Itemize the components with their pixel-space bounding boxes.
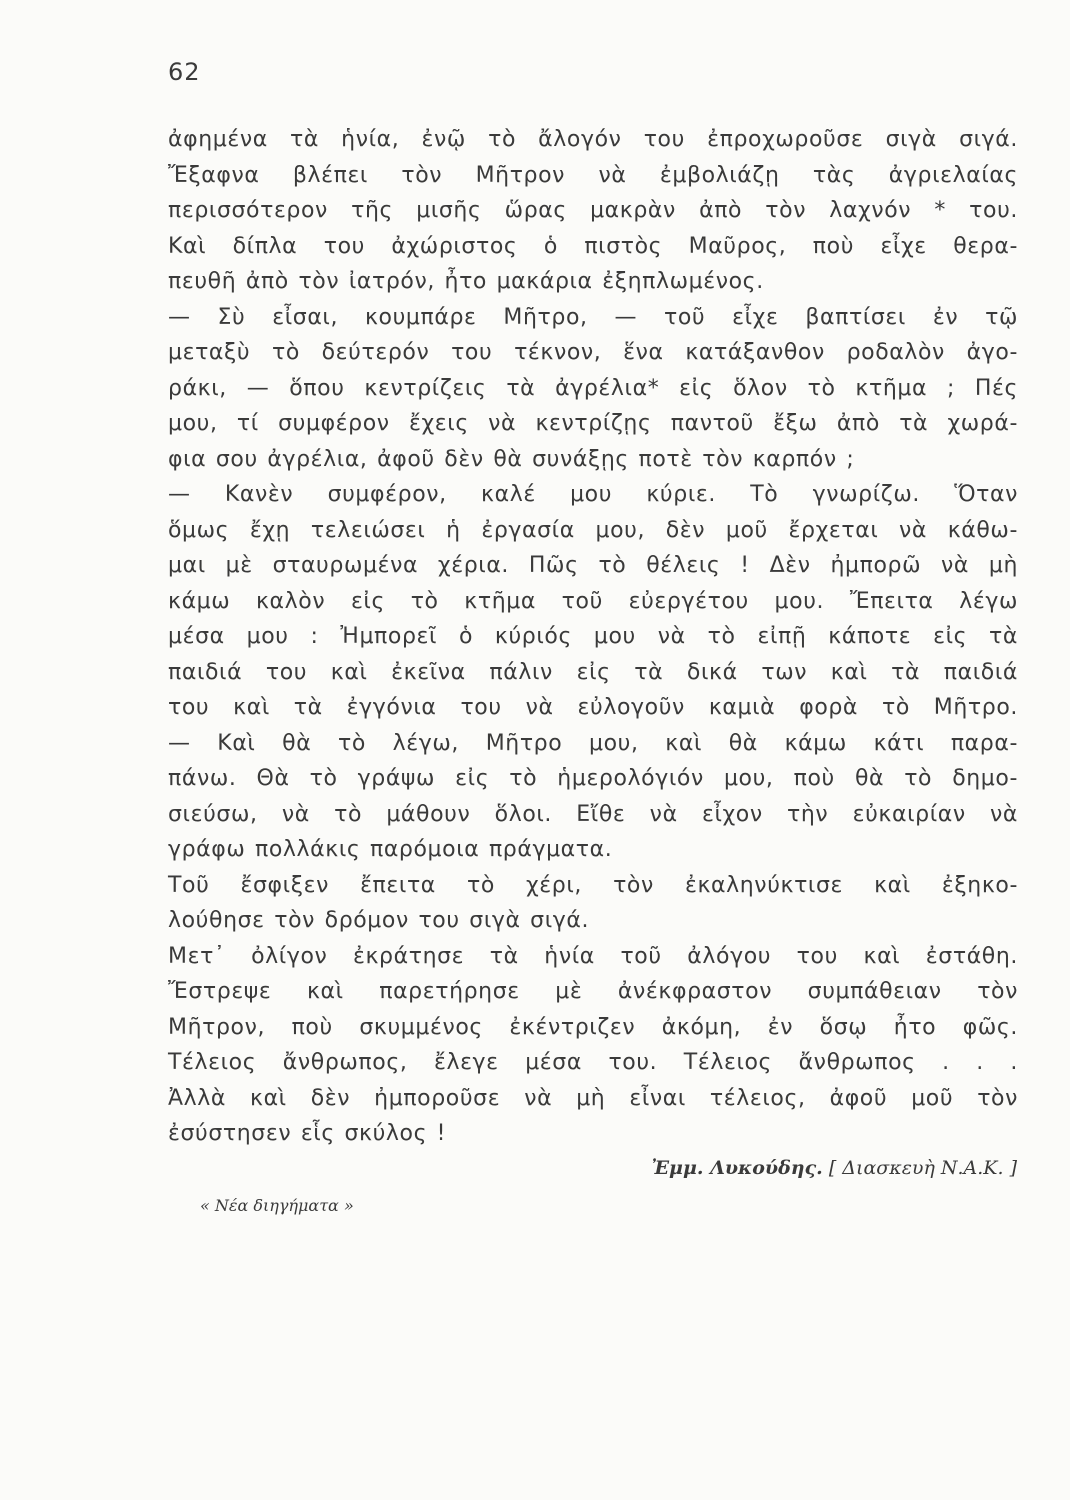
text-line: μου, τί συμφέρον ἔχεις νὰ κεντρίζῃς παντοῦ ἔξω ἀπὸ τὰ χωρά- xyxy=(168,411,1018,436)
body-text xyxy=(168,122,1018,1152)
text-line: ἐσύστησεν εἷς σκύλος ! xyxy=(168,1121,447,1146)
source-note: « Νέα διηγήματα » xyxy=(200,1196,354,1215)
text-line: φια σου ἀγρέλια, ἀφοῦ δὲν θὰ συνάξῃς ποτὲ τὸν καρπόν ; xyxy=(168,446,855,472)
text-line: του καὶ τὰ ἐγγόνια του νὰ εὐλογοῦν καμιὰ φορὰ τὸ Μῆτρο. xyxy=(168,695,1018,720)
text-line: παιδιά του καὶ ἐκεῖνα πάλιν εἰς τὰ δικά των καὶ τὰ παιδιά xyxy=(168,659,1018,685)
text-line: πευθῆ ἀπὸ τὸν ἰατρόν, ἦτο μακάρια ἐξηπλωμένος. xyxy=(168,269,764,294)
text-line: Ἔστρεψε καὶ παρετήρησε μὲ ἀνέκφραστον συμπάθειαν τὸν xyxy=(168,979,1018,1004)
text-line: ὅμως ἔχῃ τελειώσει ἡ ἐργασία μου, δὲν μοῦ ἔρχεται νὰ κάθω- xyxy=(168,517,1018,543)
text-line: — Κανὲν συμφέρον, καλέ μου κύριε. Τὸ γνωρίζω. Ὅταν xyxy=(168,482,1018,507)
text-line: Τέλειος ἄνθρωπος, ἔλεγε μέσα του. Τέλειος ἄνθρωπος . . . xyxy=(168,1050,1018,1075)
adaptation-note: [ Διασκευὴ Ν.Α.Κ. ] xyxy=(828,1157,1017,1179)
text-line: — Καὶ θὰ τὸ λέγω, Μῆτρο μου, καὶ θὰ κάμω κάτι παρα- xyxy=(168,730,1018,756)
text-line: μέσα μου : Ἠμπορεῖ ὁ κύριός μου νὰ τὸ εἰπῇ κάποτε εἰς τὰ xyxy=(168,624,1018,649)
text-line: περισσότερον τῆς μισῆς ὥρας μακρὰν ἀπὸ τὸν λαχνόν * του. xyxy=(168,198,1018,223)
text-line: πάνω. Θὰ τὸ γράψω εἰς τὸ ἡμερολόγιόν μου, ποὺ θὰ τὸ δημο- xyxy=(168,766,1018,791)
text-line: Ἀλλὰ καὶ δὲν ἠμποροῦσε νὰ μὴ εἶναι τέλειος, ἀφοῦ μοῦ τὸν xyxy=(168,1085,1018,1111)
text-line: — Σὺ εἶσαι, κουμπάρε Μῆτρο, — τοῦ εἶχε βαπτίσει ἐν τῷ xyxy=(168,304,1018,330)
text-line: Ἔξαφνα βλέπει τὸν Μῆτρον νὰ ἐμβολιάζῃ τὰς ἀγριελαίας xyxy=(168,162,1018,188)
text-line: Τοῦ ἔσφιξεν ἔπειτα τὸ χέρι, τὸν ἐκαληνύκτισε καὶ ἐξηκο- xyxy=(168,872,1018,898)
text-line: Καὶ δίπλα του ἀχώριστος ὁ πιστὸς Μαῦρος, ποὺ εἶχε θερα- xyxy=(168,233,1018,259)
text-line: σιεύσω, νὰ τὸ μάθουν ὅλοι. Εἴθε νὰ εἶχον τὴν εὐκαιρίαν νὰ xyxy=(168,801,1018,827)
text-line: λούθησε τὸν δρόμον του σιγὰ σιγά. xyxy=(168,908,590,933)
text-line: γράφω πολλάκις παρόμοια πράγματα. xyxy=(168,837,613,862)
attribution xyxy=(652,1157,1017,1179)
text-line: ἀφημένα τὰ ἡνία, ἐνῷ τὸ ἄλογόν του ἐπροχωροῦσε σιγὰ σιγά. xyxy=(168,127,1018,152)
text-line: μεταξὺ τὸ δεύτερόν του τέκνον, ἕνα κατάξανθον ροδαλὸν ἀγο- xyxy=(168,340,1018,365)
text-line: Μῆτρον, ποὺ σκυμμένος ἐκέντριζεν ἀκόμη, ἐν ὅσῳ ἦτο φῶς. xyxy=(168,1014,1018,1040)
text-line: κάμω καλὸν εἰς τὸ κτῆμα τοῦ εὐεργέτου μου. Ἔπειτα λέγω xyxy=(168,588,1018,614)
page-number: 62 xyxy=(168,58,201,86)
text-line: ράκι, — ὅπου κεντρίζεις τὰ ἀγρέλια* εἰς ὅλον τὸ κτῆμα ; Πές xyxy=(168,375,1018,401)
text-line: Μετ᾽ ὀλίγον ἐκράτησε τὰ ἡνία τοῦ ἀλόγου του καὶ ἐστάθη. xyxy=(168,943,1018,969)
author-name: Ἐμμ. Λυκούδης. xyxy=(651,1157,823,1179)
text-line: μαι μὲ σταυρωμένα χέρια. Πῶς τὸ θέλεις ! Δὲν ἠμπορῶ νὰ μὴ xyxy=(168,553,1018,578)
